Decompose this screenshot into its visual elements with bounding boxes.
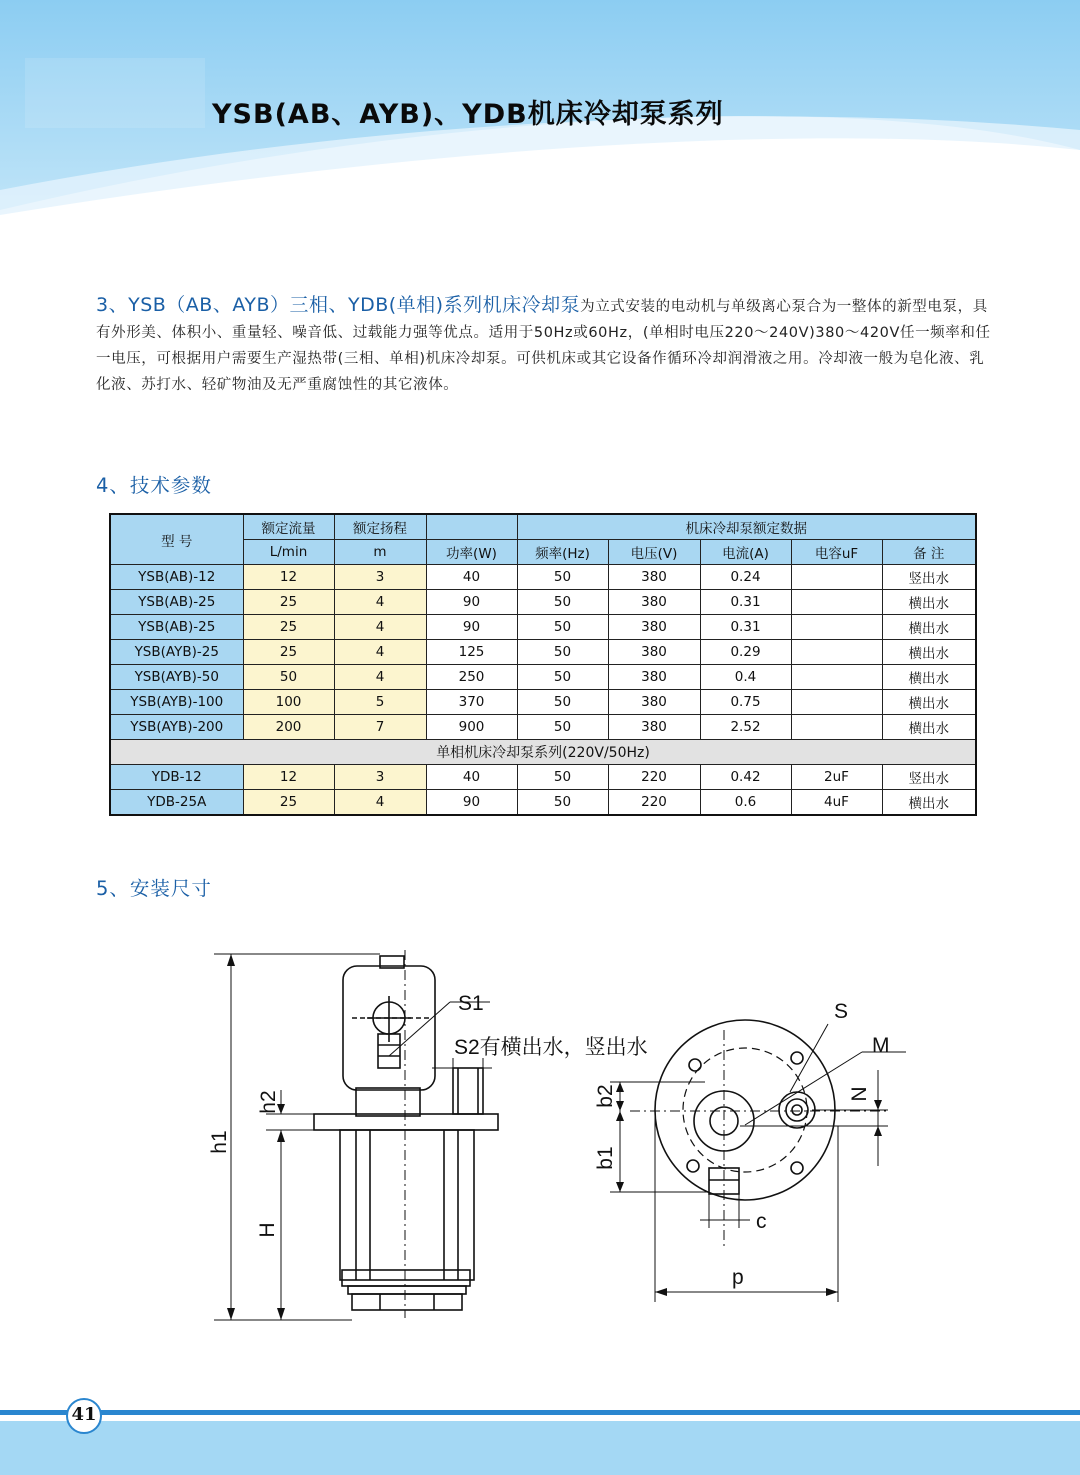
table-row: [110, 690, 976, 715]
cell-head: 4: [334, 590, 426, 615]
dim-label-b1: b1: [594, 1146, 617, 1170]
cell-current: 0.29: [700, 640, 791, 665]
cell-freq: 50: [517, 590, 608, 615]
cell-current: 0.6: [700, 790, 791, 816]
installation-diagram: [0, 930, 1080, 1350]
cell-head: 7: [334, 715, 426, 740]
page-number: 41: [71, 1404, 97, 1425]
cell-model: YSB(AYB)-50: [110, 665, 243, 690]
cell-current: 0.31: [700, 590, 791, 615]
cell-model: YSB(AB)-25: [110, 590, 243, 615]
cell-head: 3: [334, 765, 426, 790]
cell-model: YSB(AB)-12: [110, 565, 243, 590]
cell-voltage: 220: [608, 790, 700, 816]
header-voltage: 电压(V): [608, 540, 700, 565]
header-flow: 额定流量: [243, 514, 334, 540]
table-row: [110, 615, 976, 640]
cell-flow: 25: [243, 790, 334, 816]
cell-flow: 12: [243, 765, 334, 790]
cell-current: 2.52: [700, 715, 791, 740]
cell-voltage: 380: [608, 665, 700, 690]
cell-capacitor: [791, 665, 882, 690]
cell-head: 4: [334, 615, 426, 640]
cell-remark: 竖出水: [882, 765, 976, 790]
cell-capacitor: [791, 590, 882, 615]
header-remark: 备 注: [882, 540, 976, 565]
cell-current: 0.4: [700, 665, 791, 690]
header-power: 功率(W): [426, 540, 517, 565]
dim-label-h2: h2: [257, 1090, 280, 1114]
intro-paragraph: [96, 292, 996, 398]
cell-model: YDB-25A: [110, 790, 243, 816]
cell-voltage: 220: [608, 765, 700, 790]
cell-power: 370: [426, 690, 517, 715]
cell-capacitor: [791, 690, 882, 715]
cell-remark: 横出水: [882, 615, 976, 640]
cell-head: 5: [334, 690, 426, 715]
cell-flow: 200: [243, 715, 334, 740]
header-current: 电流(A): [700, 540, 791, 565]
dim-label-S1: S1: [458, 992, 484, 1015]
intro-body: 为立式安装的电动机与单级离心泵合为一整体的新型电泵，具有外形美、体积小、重量轻、噪音低、过载能力强等优点。适用于50Hz或60Hz，(单相时电压220～240V)380～420V任一频率和任一电压，可根据用户需要生产湿热带(三相、单相)机床冷却泵。可供机床或其它设备作循环冷却润滑液之用。冷却液一般为皂化液、乳化液、苏打水、轻矿物油及无严重腐蚀性的其它液体。: [96, 299, 991, 393]
table-row: [110, 765, 976, 790]
cell-remark: 横出水: [882, 665, 976, 690]
dim-label-S2: S2有横出水，竖出水: [454, 1036, 648, 1059]
cell-current: 0.31: [700, 615, 791, 640]
footer-background: [0, 1398, 1080, 1475]
cell-remark: 横出水: [882, 790, 976, 816]
cell-power: 90: [426, 590, 517, 615]
single-phase-caption: 单相机床冷却泵系列(220V/50Hz): [110, 740, 976, 765]
cell-current: 0.24: [700, 565, 791, 590]
dim-label-p: p: [732, 1266, 744, 1289]
cell-flow: 50: [243, 665, 334, 690]
cell-model: YSB(AB)-25: [110, 615, 243, 640]
cell-remark: 横出水: [882, 690, 976, 715]
cell-capacitor: [791, 640, 882, 665]
cell-flow: 25: [243, 640, 334, 665]
cell-freq: 50: [517, 640, 608, 665]
cell-voltage: 380: [608, 615, 700, 640]
cell-head: 4: [334, 665, 426, 690]
cell-freq: 50: [517, 690, 608, 715]
cell-freq: 50: [517, 790, 608, 816]
cell-freq: 50: [517, 765, 608, 790]
cell-flow: 12: [243, 565, 334, 590]
dim-label-H: H: [256, 1222, 279, 1238]
dim-label-c: c: [756, 1210, 767, 1233]
cell-capacitor: 2uF: [791, 765, 882, 790]
cell-current: 0.75: [700, 690, 791, 715]
cell-power: 250: [426, 665, 517, 690]
cell-model: YSB(AYB)-25: [110, 640, 243, 665]
dim-label-S: S: [834, 1000, 849, 1023]
install-heading: 5、安装尺寸: [96, 877, 212, 900]
cell-voltage: 380: [608, 640, 700, 665]
header-capacitor: 电容uF: [791, 540, 882, 565]
cell-freq: 50: [517, 615, 608, 640]
table-row: [110, 665, 976, 690]
cell-power: 125: [426, 640, 517, 665]
cell-flow: 100: [243, 690, 334, 715]
header-freq: 频率(Hz): [517, 540, 608, 565]
intro-lead: 3、YSB（AB、AYB）三相、YDB(单相)系列机床冷却泵: [96, 294, 581, 316]
cell-model: YSB(AYB)-200: [110, 715, 243, 740]
cell-current: 0.42: [700, 765, 791, 790]
dim-label-b2: b2: [594, 1084, 617, 1108]
cell-voltage: 380: [608, 690, 700, 715]
cell-voltage: 380: [608, 715, 700, 740]
cell-remark: 横出水: [882, 590, 976, 615]
cell-voltage: 380: [608, 590, 700, 615]
cell-capacitor: [791, 565, 882, 590]
table-row: [110, 565, 976, 590]
cell-remark: 横出水: [882, 640, 976, 665]
table-row: [110, 790, 976, 816]
cell-power: 40: [426, 565, 517, 590]
table-row: [110, 590, 976, 615]
cell-remark: 竖出水: [882, 565, 976, 590]
cell-power: 90: [426, 790, 517, 816]
header-flow-unit: L/min: [243, 540, 334, 565]
spec-table: [109, 513, 977, 816]
cell-flow: 25: [243, 590, 334, 615]
cell-remark: 横出水: [882, 715, 976, 740]
cell-freq: 50: [517, 715, 608, 740]
cell-freq: 50: [517, 565, 608, 590]
page-title: YSB(AB、AYB)、YDB机床冷却泵系列: [212, 99, 724, 130]
single-phase-rows: [110, 765, 976, 816]
cell-model: YDB-12: [110, 765, 243, 790]
tech-params-heading: 4、技术参数: [96, 474, 212, 497]
cell-capacitor: [791, 615, 882, 640]
three-phase-rows: [110, 565, 976, 740]
cell-freq: 50: [517, 665, 608, 690]
cell-model: YSB(AYB)-100: [110, 690, 243, 715]
cell-voltage: 380: [608, 565, 700, 590]
cell-head: 3: [334, 565, 426, 590]
cell-power: 40: [426, 765, 517, 790]
cell-head: 4: [334, 790, 426, 816]
table-row: [110, 715, 976, 740]
cell-capacitor: 4uF: [791, 790, 882, 816]
cell-power: 90: [426, 615, 517, 640]
header-model: 型 号: [110, 514, 243, 565]
dim-label-h1: h1: [208, 1130, 231, 1154]
dim-label-N: N: [848, 1086, 871, 1102]
cell-flow: 25: [243, 615, 334, 640]
cell-head: 4: [334, 640, 426, 665]
header-head: 额定扬程: [334, 514, 426, 540]
cell-power: 900: [426, 715, 517, 740]
header-group: 机床冷却泵额定数据: [517, 514, 976, 540]
header-head-unit: m: [334, 540, 426, 565]
header-blank: [426, 514, 517, 540]
dim-label-M: M: [872, 1034, 890, 1057]
cell-capacitor: [791, 715, 882, 740]
table-row: [110, 640, 976, 665]
